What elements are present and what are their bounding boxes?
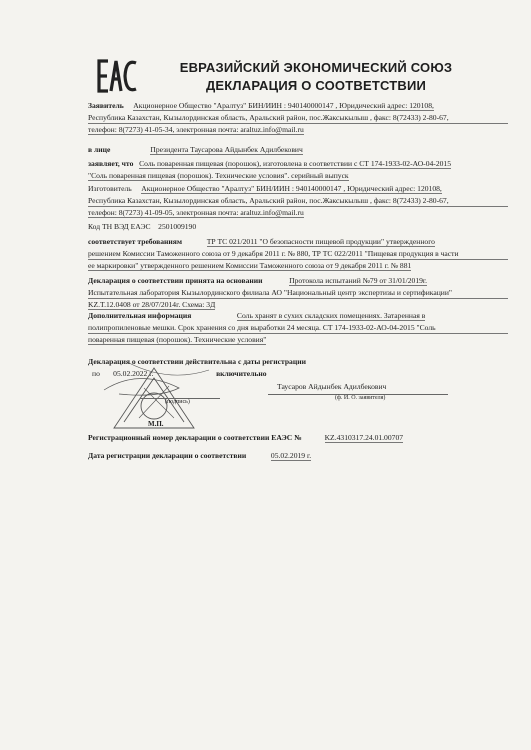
basis-label: Декларация о соответствии принята на основании	[88, 276, 263, 285]
validity-label: Декларация о соответствии действительна с даты регистрации	[88, 357, 306, 366]
additional-line3: поваренная пищевая (порошок). Технические условия"	[88, 335, 267, 344]
manufacturer-line1: Акционерное Общество "Аралтуз" БИН/ИИН : 940140000147 , Юридический адрес: 120108,	[141, 184, 442, 193]
declares-line1: Соль поваренная пищевая (порошок), изготовлена в соответствии с СТ 174-1933-02-АО-04-2015	[139, 159, 452, 168]
basis-line1: Протокола испытаний №79 от 31/01/2019г.	[289, 276, 428, 285]
validity-inclusive: включительно	[216, 368, 267, 378]
basis-line2: Испытательная лаборатория Кызылординского филиала АО "Национальный центр экспертизы и сертификации"	[88, 287, 508, 300]
additional-line2: полипропиленовые мешки. Срок хранения со дня выработки 24 месяца. СТ 174-1933-02-АО-04-2015 "Соль	[88, 322, 508, 335]
registration-number-label: Регистрационный номер декларации о соответствии ЕАЭС №	[88, 433, 302, 442]
requirements-line1: ТР ТС 021/2011 "О безопасности пищевой продукции" утвержденного	[206, 237, 435, 246]
signature-caption: (подпись)	[165, 399, 190, 405]
declares-label: заявляет, что	[88, 159, 134, 168]
manufacturer-line2: Республика Казахстан, Кызылординская область, Аральский район, пос.Жаксыкылыш , факс: 8(72433) 2-80-67,	[88, 195, 508, 208]
requirements-label: соответствует требованиям	[88, 237, 183, 246]
declares-block	[88, 158, 508, 181]
eac-logo	[96, 57, 140, 95]
basis-line3: KZ.T.12.0408 от 28/07/2014г. Схема: 3Д	[88, 300, 216, 309]
additional-block	[88, 310, 508, 346]
tnved-block	[88, 221, 508, 233]
applicant-line3: телефон: 8(7273) 41-05-34, электронная почта: araltuz.info@mail.ru	[88, 125, 304, 134]
title-union: ЕВРАЗИЙСКИЙ ЭКОНОМИЧЕСКИЙ СОЮЗ	[179, 60, 453, 75]
tnved-label: Код ТН ВЭД ЕАЭС	[88, 222, 151, 231]
applicant-block	[88, 100, 508, 136]
title-declaration: ДЕКЛАРАЦИЯ О СООТВЕТСТВИИ	[205, 78, 427, 93]
manufacturer-block	[88, 183, 508, 219]
person-value: Президента Таусарова Айдынбек Адилбекович	[150, 145, 303, 154]
basis-block	[88, 275, 508, 311]
registration-number: KZ.4310317.24.01.00707	[324, 433, 404, 442]
manufacturer-label: Изготовитель	[88, 184, 132, 193]
applicant-line2: Республика Казахстан, Кызылординская область, Аральский район, пос.Жаксыкылыш , факс: 8(72433) 2-80-67,	[88, 112, 508, 125]
manufacturer-line3: телефон: 8(7273) 41-09-05, электронная почта: araltuz.info@mail.ru	[88, 208, 304, 217]
stamp-mp: М.П.	[148, 420, 164, 428]
registration-number-block	[88, 432, 508, 444]
validity-to-label: по	[92, 368, 100, 378]
additional-line1: Соль хранят в сухих складских помещениях. Затаренная в	[236, 311, 426, 320]
validity-to-date: 05.02.2022 г.	[113, 368, 154, 378]
person-block	[88, 144, 508, 156]
registration-date-label: Дата регистрации декларации о соответствии	[88, 451, 247, 460]
registration-date-block	[88, 450, 508, 462]
declares-line2: "Соль поваренная пищевая (порошок). Технические условия". серийный выпуск	[88, 170, 349, 180]
additional-label: Дополнительная информация	[88, 311, 192, 320]
person-label: в лице	[88, 145, 111, 154]
tnved-value: 2501009190	[158, 222, 197, 231]
registration-date: 05.02.2019 г.	[270, 451, 312, 460]
applicant-line1: Акционерное Общество "Аралтуз" БИН/ИИН : 940140000147 , Юридический адрес: 120108,	[133, 101, 434, 110]
requirements-line3: ее маркировки" утвержденного решением Комиссии Таможенного союза от 9 декабря 2011 г. № 881	[88, 261, 412, 270]
applicant-label: Заявитель	[88, 101, 124, 110]
signer-name: Таусаров Айдынбек Адилбекович	[277, 382, 387, 391]
requirements-block	[88, 236, 508, 272]
requirements-line2: решением Комиссии Таможенного союза от 9 декабря 2011 г. № 880, ТР ТС 022/2011 "Пищевая продукция в части	[88, 248, 508, 261]
name-caption: (ф. И. О. заявителя)	[335, 395, 386, 401]
